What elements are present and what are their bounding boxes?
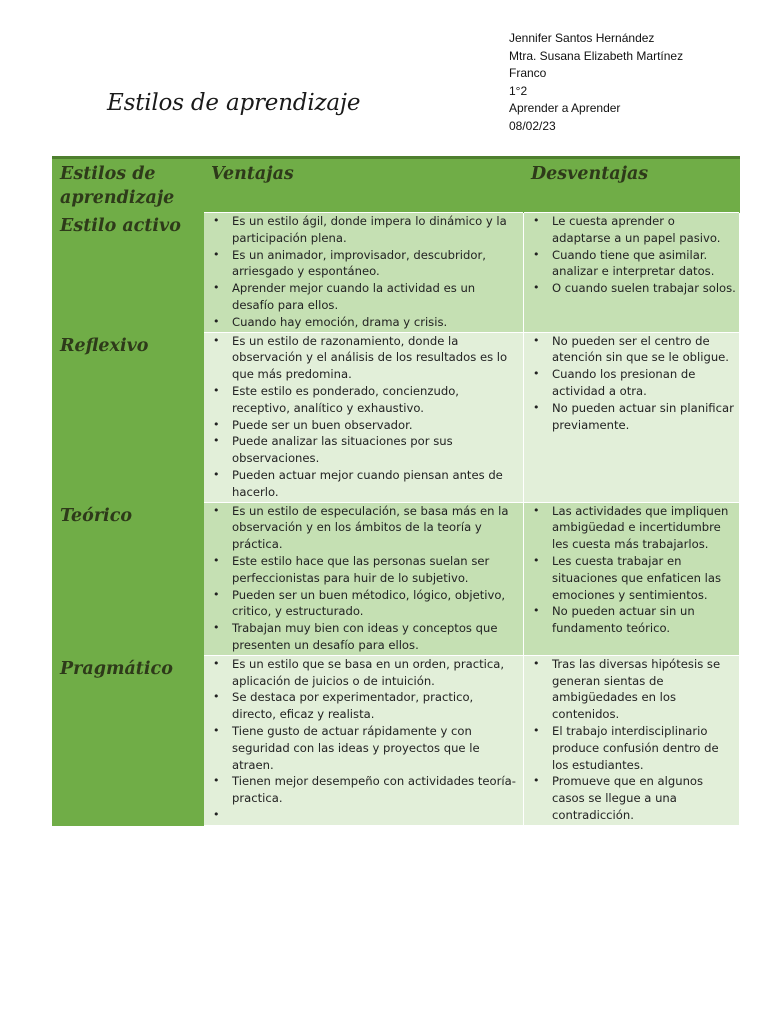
list-item-text: Cuando hay emoción, drama y crisis.	[232, 314, 448, 329]
list-item	[207, 723, 520, 773]
bullet-icon: •	[533, 214, 540, 227]
list-item	[207, 689, 520, 723]
bullet-icon: •	[533, 553, 540, 567]
author-info	[509, 30, 749, 136]
bullet-icon: •	[533, 503, 540, 517]
desventajas-cell	[524, 655, 740, 825]
list-item	[207, 553, 520, 587]
list-item	[527, 723, 736, 773]
list-item	[207, 383, 520, 417]
list-item-text: Tienen mejor desempeño con actividades teoría-practica.	[232, 774, 516, 806]
list-item-text: O cuando suelen trabajar solos.	[552, 281, 736, 296]
bullet-icon: •	[213, 247, 220, 261]
list-item	[527, 333, 736, 367]
ventajas-list	[207, 656, 520, 823]
learning-styles-table	[52, 156, 740, 826]
list-item-text: Trabajan muy bien con ideas y conceptos que presenten un desafío para ellos.	[232, 621, 498, 652]
subject: Aprender a Aprender	[509, 101, 621, 116]
row-style-label: Teórico	[53, 502, 204, 655]
list-item	[207, 620, 520, 654]
list-item	[527, 503, 736, 553]
list-item-text: Cuando tiene que asimilar. analizar e interpretar datos.	[552, 247, 715, 279]
bullet-icon: •	[213, 314, 220, 328]
list-item-text: Pueden actuar mejor cuando piensan antes de hacerlo.	[232, 467, 503, 499]
group: 1°2	[509, 83, 528, 98]
list-item	[527, 280, 736, 297]
list-item-text: Puede analizar las situaciones por sus observaciones.	[232, 434, 453, 466]
row-style-label: Reflexivo	[53, 332, 204, 502]
list-item-text: Es un estilo de especulación, se basa más en la observación y en los ámbitos de la teoría y práctica.	[232, 503, 509, 552]
bullet-icon: •	[213, 383, 220, 397]
list-item-text: Promueve que en algunos casos se llegue a una contradicción.	[552, 774, 704, 822]
ventajas-list	[207, 333, 520, 501]
list-item	[207, 213, 520, 247]
bullet-icon: •	[213, 503, 220, 517]
list-item-text: Se destaca por experimentador, practico, directo, eficaz y realista.	[232, 690, 474, 722]
list-item-text: Aprender mejor cuando la actividad es un desafío para ellos.	[232, 281, 476, 312]
desventajas-cell	[524, 213, 740, 333]
ventajas-cell	[204, 213, 524, 333]
list-item-text: Le cuesta aprender o adaptarse a un papel pasivo.	[552, 214, 721, 245]
list-item-text: Este estilo hace que las personas suelan ser perfeccionistas para huir de lo subjetivo.	[232, 553, 490, 585]
bullet-icon: •	[533, 656, 540, 670]
list-item-text: Tiene gusto de actuar rápidamente y con seguridad con las ideas y proyectos que le atraen.	[232, 723, 480, 772]
table-row	[53, 502, 740, 655]
desventajas-list	[527, 213, 736, 297]
list-item	[207, 656, 520, 690]
header-ventajas: Ventajas	[204, 158, 524, 213]
list-item	[207, 417, 520, 434]
list-item	[207, 467, 520, 501]
list-item	[207, 314, 520, 331]
list-item-text: Puede ser un buen observador.	[232, 417, 413, 432]
desventajas-list	[527, 656, 736, 824]
list-item-text: Tras las diversas hipótesis se generan sientas de ambigüedades en los contenidos.	[552, 656, 721, 722]
list-item-text: Pueden ser un buen métodico, lógico, objetivo, critico, y estructurado.	[232, 587, 506, 619]
list-item	[527, 366, 736, 400]
student-name: Jennifer Santos Hernández	[509, 31, 655, 45]
list-item	[527, 213, 736, 247]
list-item	[207, 587, 520, 621]
list-item	[527, 247, 736, 281]
bullet-icon: •	[213, 774, 220, 788]
bullet-icon: •	[213, 281, 220, 295]
row-style-label: Pragmático	[53, 655, 204, 825]
bullet-icon: •	[533, 604, 540, 618]
list-item-text: Es un estilo de razonamiento, donde la observación y el análisis de los resultados es lo que más predomina.	[232, 333, 508, 382]
bullet-icon: •	[533, 774, 540, 788]
teacher-name-cont: Franco	[509, 66, 547, 81]
date: 08/02/23	[509, 118, 556, 133]
list-item	[207, 280, 520, 314]
list-item-text: Las actividades que impliquen ambigüedad e incertidumbre les cuesta más trabajarlos.	[552, 503, 729, 552]
bullet-icon: •	[533, 247, 540, 261]
ventajas-list	[207, 503, 520, 654]
list-item	[207, 247, 520, 281]
table-row	[53, 213, 740, 333]
list-item	[207, 333, 520, 383]
list-item-text: No pueden actuar sin un fundamento teórico.	[552, 604, 695, 636]
table-row	[53, 655, 740, 825]
list-item-text: Es un estilo ágil, donde impera lo dinámico y la participación plena.	[232, 214, 507, 245]
list-item-text: No pueden actuar sin planificar previamente.	[552, 400, 734, 432]
bullet-icon: •	[213, 723, 220, 737]
list-item-text: Este estilo es ponderado, concienzudo, receptivo, analítico y exhaustivo.	[232, 383, 459, 415]
bullet-icon: •	[213, 587, 220, 601]
bullet-icon: •	[533, 333, 540, 347]
desventajas-cell	[524, 502, 740, 655]
bullet-icon: •	[533, 400, 540, 414]
list-item-text: No pueden ser el centro de atención sin que se le obligue.	[552, 333, 729, 365]
desventajas-list	[527, 333, 736, 434]
desventajas-list	[527, 503, 736, 637]
list-item	[207, 807, 520, 823]
ventajas-cell	[204, 502, 524, 655]
bullet-icon: •	[213, 656, 220, 670]
bullet-icon: •	[533, 723, 540, 737]
document-title: Estilos de aprendizaje	[107, 90, 361, 116]
table-header-row	[53, 158, 740, 213]
bullet-icon: •	[213, 553, 220, 567]
header-styles: Estilos de aprendizaje	[53, 158, 204, 213]
list-item	[527, 553, 736, 603]
list-item	[527, 400, 736, 434]
ventajas-cell	[204, 332, 524, 502]
table-row	[53, 332, 740, 502]
bullet-icon: •	[213, 807, 220, 821]
bullet-icon: •	[213, 417, 220, 431]
list-item	[527, 603, 736, 637]
list-item-text: Les cuesta trabajar en situaciones que enfaticen las emociones y sentimientos.	[552, 553, 722, 602]
desventajas-cell	[524, 332, 740, 502]
header-desventajas: Desventajas	[524, 158, 740, 213]
bullet-icon: •	[213, 467, 220, 481]
bullet-icon: •	[213, 214, 220, 227]
row-style-label: Estilo activo	[53, 213, 204, 333]
list-item	[527, 656, 736, 723]
ventajas-cell	[204, 655, 524, 825]
list-item-text: Cuando los presionan de actividad a otra.	[552, 367, 696, 398]
list-item-text: El trabajo interdisciplinario produce confusión dentro de los estudiantes.	[552, 723, 719, 772]
list-item-text: Es un animador, improvisador, descubridor, arriesgado y espontáneo.	[232, 247, 486, 279]
list-item	[207, 503, 520, 553]
bullet-icon: •	[213, 690, 220, 704]
list-item	[207, 773, 520, 807]
ventajas-list	[207, 213, 520, 331]
bullet-icon: •	[213, 621, 220, 635]
bullet-icon: •	[533, 367, 540, 381]
list-item	[527, 773, 736, 823]
teacher-name: Mtra. Susana Elizabeth Martínez	[509, 48, 684, 63]
list-item	[207, 433, 520, 467]
list-item-text: Es un estilo que se basa en un orden, practica, aplicación de juicios o de intuición.	[232, 656, 505, 688]
bullet-icon: •	[213, 333, 220, 347]
bullet-icon: •	[533, 281, 540, 295]
bullet-icon: •	[213, 434, 220, 448]
